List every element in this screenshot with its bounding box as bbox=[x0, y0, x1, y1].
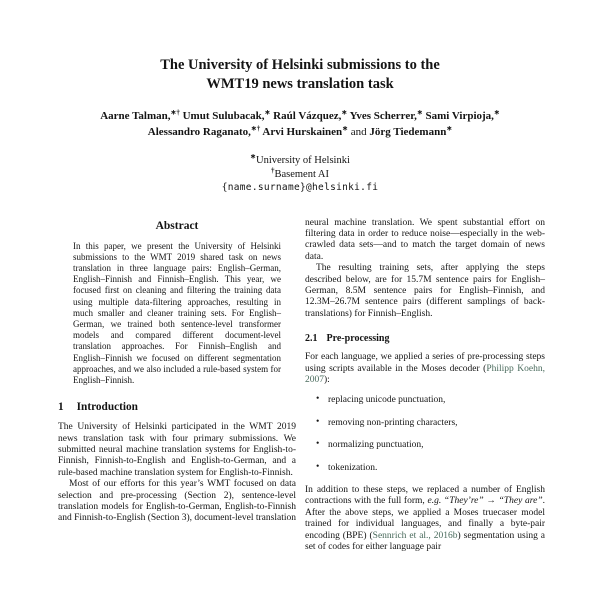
author-affil-marks: ∗ bbox=[264, 108, 271, 117]
affiliation-mark: † bbox=[270, 166, 275, 174]
section-heading-introduction bbox=[58, 401, 296, 413]
subsection-title: Pre-processing bbox=[326, 333, 390, 345]
section-title: Introduction bbox=[76, 401, 138, 414]
author-affil-marks: ∗ bbox=[493, 108, 500, 117]
list-item: • normalizing punctuation, bbox=[305, 440, 545, 451]
affiliation-text: Basement AI bbox=[274, 168, 330, 180]
preprocessing-intro-paragraph bbox=[305, 352, 545, 386]
author-affil-marks: ∗ bbox=[446, 123, 453, 132]
paragraph-text: ) segmentation using a set of codes for either language pair bbox=[305, 530, 546, 553]
author-line-1 bbox=[0, 109, 600, 125]
column-left bbox=[58, 218, 296, 554]
affiliation-text: University of Helsinki bbox=[255, 155, 350, 166]
author-name: Aarne Talman, bbox=[100, 110, 171, 122]
author-affil-marks: ∗† bbox=[250, 123, 261, 132]
list-item: • tokenization. bbox=[305, 463, 545, 474]
paragraph-text: In addition to these steps, we replaced a number of English contractions with the full form, bbox=[305, 485, 545, 507]
data-section-paragraph-1: neural machine translation. We spent substantial effort on filtering data in order to reduce noise—especially in the web-crawled data sets—and to match the target domain of news data. bbox=[305, 217, 545, 262]
paper-title bbox=[120, 56, 480, 94]
affiliation-company bbox=[0, 168, 600, 182]
preprocessing-steps-list bbox=[305, 395, 545, 474]
abstract-heading: Abstract bbox=[155, 219, 199, 232]
citation-link-koehn-2007[interactable]: Philipp Koehn, 2007 bbox=[305, 363, 545, 385]
abstract-text: In this paper, we present the University of Helsinki submissions to the WMT 2019 shared task on news translation in three language pairs: English–German, English–Finnish and Finnish–English. This year, we focused first on cleaning and filtering the training data using multiple data-filtering approaches, resulting in much smaller and cleaner training sets. For English–German, we trained both sentence-level transformer models and compared different document-level translation approaches. For Finnish–English and English–Finnish we focused on different segmentation approaches, and we also included a rule-based system for English–Finnish. bbox=[73, 240, 281, 385]
author-conjunction: and bbox=[348, 125, 370, 138]
paper-title-line2: WMT19 news translation task bbox=[206, 76, 394, 92]
data-section-paragraph-2: The resulting training sets, after applying the steps described below, are for 15.7M sentence pairs for English–German, 8.5M sentence pairs for English–Finnish, and 12.3M–26.7M sentence pairs (different samplings of back-translations) for Finnish–English. bbox=[305, 263, 545, 319]
section-number: 1 bbox=[58, 401, 64, 414]
two-column-body bbox=[58, 218, 545, 554]
subsection-number: 2.1 bbox=[305, 333, 318, 345]
author-name: Jörg Tiedemann bbox=[369, 125, 447, 138]
paper-title-line1: The University of Helsinki submissions to the bbox=[160, 57, 440, 73]
author-affil-marks: ∗ bbox=[416, 108, 423, 117]
author-name: Raúl Vázquez, bbox=[270, 110, 342, 122]
preprocessing-outro-paragraph bbox=[305, 485, 545, 553]
author-line-2 bbox=[0, 125, 600, 141]
author-affil-marks: ∗ bbox=[341, 108, 348, 117]
author-list bbox=[0, 109, 600, 140]
latin-abbreviation: e.g. bbox=[427, 496, 442, 507]
paragraph-text: . After the above steps, we applied a Moses truecaser model trained for individual languages, and finally a byte-pair encoding (BPE) ( bbox=[305, 496, 545, 541]
intro-paragraph-2: Most of our efforts for this year’s WMT focused on data selection and pre-processing (Section 2), sentence-level translation models for English-to-German, English-to-Finnish and Finnish-to-English (Section 3), document-level translation bbox=[58, 479, 296, 524]
paper-header bbox=[0, 0, 600, 195]
affiliation-university bbox=[0, 154, 600, 168]
contact-email: {name.surname}@helsinki.fi bbox=[221, 182, 379, 193]
author-name: Yves Scherrer, bbox=[347, 110, 417, 122]
author-name: Umut Sulubacak, bbox=[179, 110, 265, 122]
author-name: Alessandro Raganato, bbox=[147, 125, 251, 138]
list-item: • replacing unicode punctuation, bbox=[305, 395, 545, 406]
paragraph-text: For each language, we applied a series of pre-processing steps using scripts available in the Moses decoder ( bbox=[305, 352, 545, 374]
affiliation-block bbox=[0, 154, 600, 195]
author-name: Arvi Hurskainen bbox=[260, 125, 343, 138]
affiliation-mark: ∗ bbox=[250, 152, 256, 161]
intro-paragraph-1: The University of Helsinki participated in the WMT 2019 news translation task with four primary submissions. We submitted neural machine translation systems for English-to-Finnish, Finnish-to-English and English-to-German, and a rule-based machine translation system for English-to-Finnish. bbox=[58, 422, 296, 478]
contraction-example: “They’re” → “They are” bbox=[443, 496, 543, 507]
paragraph-text: ): bbox=[324, 374, 330, 385]
author-affil-marks: ∗† bbox=[170, 108, 180, 117]
citation-link-sennrich-2016b[interactable]: Sennrich et al., 2016b bbox=[372, 530, 458, 541]
list-item: • removing non-printing characters, bbox=[305, 418, 545, 429]
author-name: Sami Virpioja, bbox=[422, 110, 494, 122]
subsection-heading-preprocessing bbox=[305, 333, 545, 344]
column-right bbox=[305, 218, 545, 554]
author-affil-marks: ∗ bbox=[342, 123, 349, 132]
